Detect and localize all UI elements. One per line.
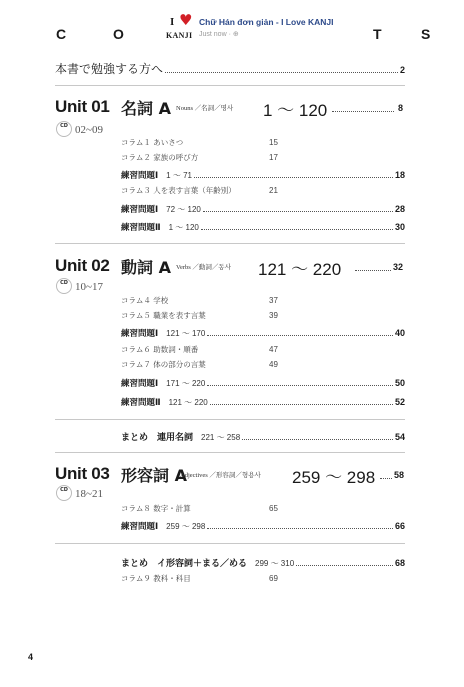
column-row: コラム４ 学校 37 — [121, 296, 278, 305]
divider — [55, 243, 405, 244]
exercise-row: 練習問題Ⅰ 1 〜 71 18 — [121, 170, 405, 181]
unit-title: 名詞 A — [121, 99, 171, 118]
exercise-row: 練習問題Ⅰ 72 〜 120 28 — [121, 204, 405, 215]
column-row: コラム９ 教科・科目 69 — [121, 574, 278, 583]
page-number: 4 — [28, 652, 34, 662]
column-row: コラム１ あいさつ 15 — [121, 138, 278, 147]
leader-dots — [332, 110, 394, 112]
unit-label: Unit 03 — [55, 464, 110, 483]
post-time: Just now · ⊕ — [199, 31, 239, 38]
cd-icon: CD — [56, 121, 72, 137]
unit-label: Unit 01 — [55, 97, 110, 116]
summary-row: まとめ 連用名詞 221 〜 258 54 — [121, 432, 405, 443]
cd-tracks: 10~17 — [75, 281, 103, 293]
unit-title: 動詞 A — [121, 258, 171, 277]
exercise-row: 練習問題Ⅱ 1 〜 120 30 — [121, 222, 405, 233]
page-ref: 8 — [398, 103, 404, 113]
column-row: コラム２ 家族の呼び方 17 — [121, 153, 278, 162]
logo-kanji: KANJI — [166, 31, 193, 40]
header-letter: O — [113, 26, 124, 42]
cd-icon: CD — [56, 485, 72, 501]
divider — [55, 543, 405, 544]
facebook-post-header[interactable] — [166, 11, 362, 44]
item-range: 121 〜 220 — [258, 260, 342, 279]
header-letter: T — [373, 26, 382, 42]
column-row: コラム７ 体の部分の言葉 49 — [121, 360, 278, 369]
leader-dots — [165, 71, 398, 73]
cd-icon: CD — [56, 278, 72, 294]
unit-subtitle: Nouns ／名詞／명사 — [176, 105, 234, 112]
page-ref: 32 — [393, 262, 404, 272]
leader-dots — [380, 477, 392, 479]
header-letter: C — [56, 26, 67, 42]
exercise-row: 練習問題Ⅰ 171 〜 220 50 — [121, 378, 405, 389]
page-ref: 2 — [399, 65, 405, 75]
divider — [55, 419, 405, 420]
unit-subtitle: Adjectives ／形容詞／형용사 — [180, 472, 261, 479]
heart-icon: ♥ — [179, 11, 193, 29]
unit-title: 形容詞 A — [121, 466, 187, 485]
item-range: 1 〜 120 — [263, 101, 328, 120]
exercise-row: 練習問題Ⅰ 259 〜 298 66 — [121, 521, 405, 532]
cd-tracks: 18~21 — [75, 488, 103, 500]
intro-title: 本書で勉強する方へ — [55, 62, 164, 76]
unit-label: Unit 02 — [55, 256, 110, 275]
column-row: コラム３ 人を表す言葉（年齢別） 21 — [121, 186, 278, 195]
exercise-row: 練習問題Ⅱ 121 〜 220 52 — [121, 397, 405, 408]
unit-subtitle: Verbs ／動詞／동사 — [176, 264, 231, 271]
leader-dots — [355, 269, 391, 271]
page-name-link[interactable]: Chữ Hán đơn giản - I Love KANJI — [199, 17, 334, 27]
summary-row: まとめ イ形容詞＋まる／める 299 〜 310 68 — [121, 558, 405, 569]
header-letter: S — [421, 26, 431, 42]
item-range: 259 〜 298 — [292, 468, 376, 487]
divider — [55, 85, 405, 86]
logo-letter: I — [170, 16, 175, 28]
exercise-row: 練習問題Ⅰ 121 〜 170 40 — [121, 328, 405, 339]
intro-row — [55, 60, 405, 77]
column-row: コラム８ 数字・計算 65 — [121, 504, 278, 513]
column-row: コラム５ 職業を表す言葉 39 — [121, 311, 278, 320]
column-row: コラム６ 助数詞・順番 47 — [121, 345, 278, 354]
page-ref: 58 — [394, 470, 405, 480]
divider — [55, 452, 405, 453]
cd-tracks: 02~09 — [75, 124, 103, 136]
